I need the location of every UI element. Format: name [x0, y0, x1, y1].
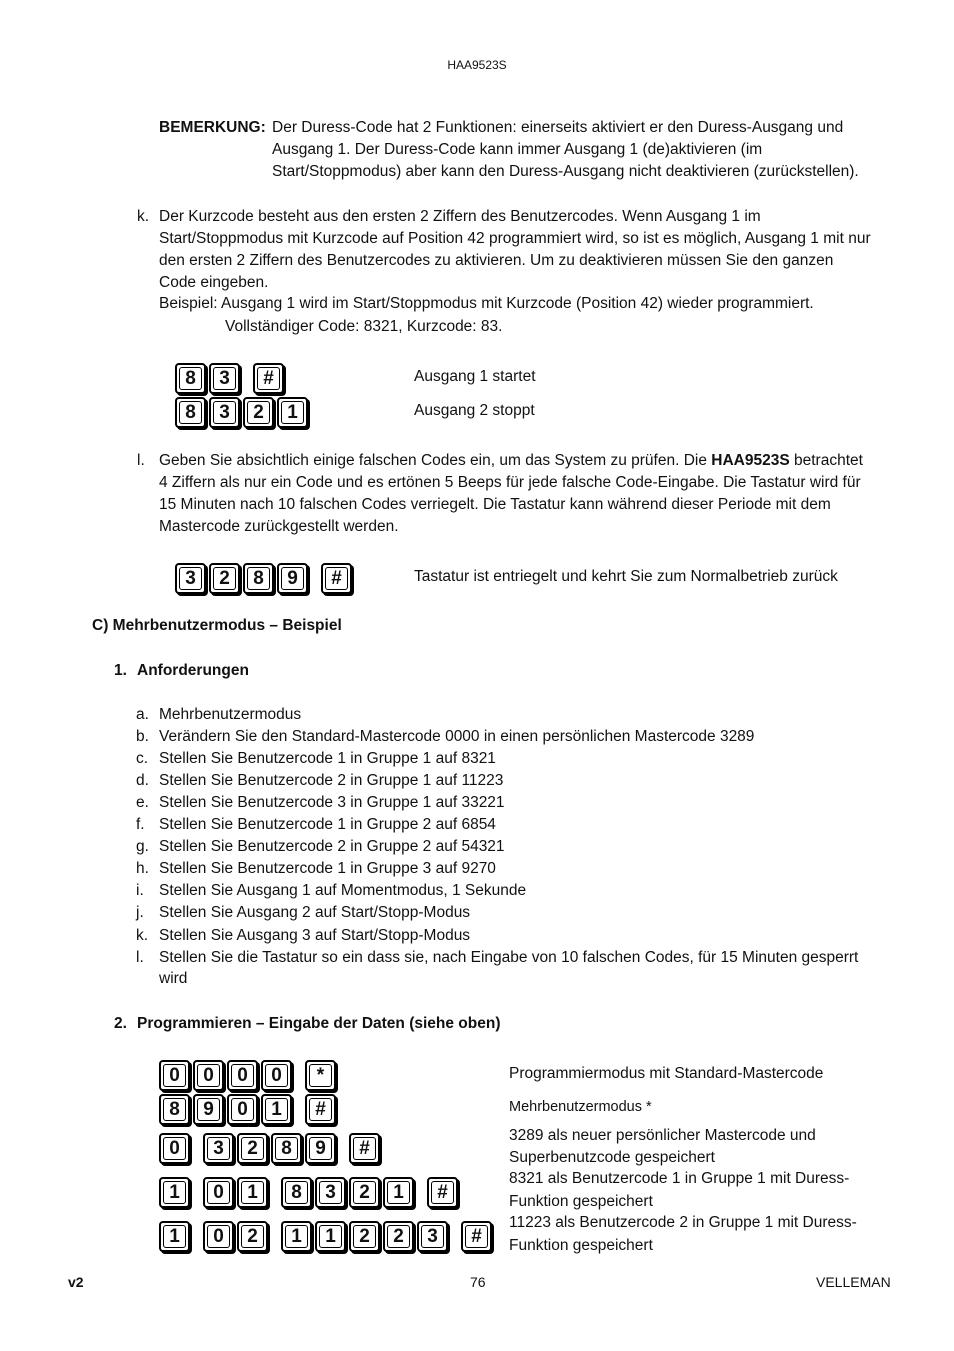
keypad-description: Ausgang 1 startet — [414, 368, 536, 385]
paragraph-line: Code eingeben. — [159, 274, 269, 291]
list-marker: l. — [137, 452, 145, 469]
key-0: 0 — [203, 1177, 234, 1208]
key-1: 1 — [261, 1094, 292, 1125]
key-8: 8 — [281, 1177, 312, 1208]
subsection-heading: Anforderungen — [137, 662, 249, 679]
key-9: 9 — [193, 1094, 224, 1125]
key-0: 0 — [227, 1060, 258, 1091]
key-0: 0 — [261, 1060, 292, 1091]
note-label: BEMERKUNG: — [159, 119, 266, 136]
list-text: Stellen Sie die Tastatur so ein dass sie, nach Eingabe von 10 falschen Codes, für 15 Minuten gesperrt — [159, 949, 859, 966]
list-text: Stellen Sie Benutzercode 1 in Gruppe 3 auf 9270 — [159, 860, 496, 877]
key-9: 9 — [277, 563, 308, 594]
list-text: Stellen Sie Benutzercode 1 in Gruppe 2 auf 6854 — [159, 816, 496, 833]
keypad-description: 11223 als Benutzercode 2 in Gruppe 1 mit Duress- — [509, 1214, 857, 1231]
key-1: 1 — [383, 1177, 414, 1208]
key-2: 2 — [237, 1221, 268, 1252]
key-3: 3 — [203, 1133, 234, 1164]
list-marker: c. — [136, 750, 149, 767]
list-text: wird — [159, 970, 188, 987]
key-star: * — [305, 1060, 336, 1091]
key-2: 2 — [209, 563, 240, 594]
list-marker: b. — [136, 728, 149, 745]
paragraph-line: Vollständiger Code: 8321, Kurzcode: 83. — [225, 318, 503, 335]
key-3: 3 — [417, 1221, 448, 1252]
paragraph-line: 15 Minuten nach 10 falschen Codes verriegelt. Die Tastatur kann während dieser Periode mit dem — [159, 496, 831, 513]
keypad-sequence — [159, 1060, 339, 1091]
note-line: Start/Stoppmodus) aber kann den Duress-Ausgang nicht deaktivieren (zurückstellen). — [272, 163, 859, 180]
paragraph-line: Start/Stoppmodus mit Kurzcode auf Position 42 programmiert wird, so ist es möglich, Ausgang 1 mit nur — [159, 230, 871, 247]
keypad-description: Funktion gespeichert — [509, 1237, 653, 1254]
key-0: 0 — [203, 1221, 234, 1252]
key-1: 1 — [159, 1221, 190, 1252]
key-2: 2 — [237, 1133, 268, 1164]
list-marker: g. — [136, 838, 149, 855]
section-heading: C) Mehrbenutzermodus – Beispiel — [92, 617, 342, 634]
key-hash: # — [305, 1094, 336, 1125]
list-text: Stellen Sie Ausgang 2 auf Start/Stopp-Modus — [159, 904, 471, 921]
key-hash: # — [461, 1221, 492, 1252]
key-0: 0 — [193, 1060, 224, 1091]
key-3: 3 — [209, 397, 240, 428]
key-9: 9 — [305, 1133, 336, 1164]
keypad-description: Mehrbenutzermodus * — [509, 1099, 652, 1115]
key-8: 8 — [159, 1094, 190, 1125]
key-8: 8 — [243, 563, 274, 594]
paragraph-line: Geben Sie absichtlich einige falschen Codes ein, um das System zu prüfen. Die HAA9523S betrachtet — [159, 452, 863, 469]
keypad-sequence — [175, 563, 355, 594]
list-text: Stellen Sie Benutzercode 3 in Gruppe 1 auf 33221 — [159, 794, 505, 811]
keypad-sequence — [159, 1177, 461, 1208]
paragraph-line: Beispiel: Ausgang 1 wird im Start/Stoppmodus mit Kurzcode (Position 42) wieder programmiert. — [159, 295, 814, 312]
list-text: Stellen Sie Ausgang 3 auf Start/Stopp-Modus — [159, 927, 471, 944]
key-hash: # — [321, 563, 352, 594]
key-3: 3 — [175, 563, 206, 594]
page-number: 76 — [470, 1274, 486, 1290]
paragraph-line: Der Kurzcode besteht aus den ersten 2 Ziffern des Benutzercodes. Wenn Ausgang 1 im — [159, 208, 761, 225]
keypad-sequence — [159, 1133, 383, 1164]
key-3: 3 — [209, 363, 240, 394]
list-marker: f. — [136, 816, 145, 833]
key-hash: # — [349, 1133, 380, 1164]
key-8: 8 — [175, 397, 206, 428]
keypad-description: Ausgang 2 stoppt — [414, 402, 535, 419]
subsection-heading: Programmieren – Eingabe der Daten (siehe oben) — [137, 1015, 501, 1032]
key-1: 1 — [237, 1177, 268, 1208]
list-marker: j. — [136, 904, 144, 921]
list-text: Verändern Sie den Standard-Mastercode 0000 in einen persönlichen Mastercode 3289 — [159, 728, 755, 745]
note-line: Ausgang 1. Der Duress-Code kann immer Ausgang 1 (de)aktivieren (im — [272, 141, 763, 158]
key-8: 8 — [175, 363, 206, 394]
key-hash: # — [253, 363, 284, 394]
key-0: 0 — [159, 1060, 190, 1091]
list-text: Mehrbenutzermodus — [159, 706, 302, 723]
key-0: 0 — [227, 1094, 258, 1125]
page-header: HAA9523S — [447, 58, 507, 72]
keypad-sequence — [175, 397, 311, 428]
footer-brand: VELLEMAN — [816, 1274, 891, 1290]
keypad-description: Programmiermodus mit Standard-Mastercode — [509, 1065, 824, 1082]
key-2: 2 — [349, 1221, 380, 1252]
list-text: Stellen Sie Benutzercode 2 in Gruppe 2 auf 54321 — [159, 838, 505, 855]
key-3: 3 — [315, 1177, 346, 1208]
keypad-description: 3289 als neuer persönlicher Mastercode und — [509, 1127, 816, 1144]
list-marker: e. — [136, 794, 149, 811]
key-2: 2 — [349, 1177, 380, 1208]
key-2: 2 — [243, 397, 274, 428]
key-2: 2 — [383, 1221, 414, 1252]
paragraph-line: den ersten 2 Ziffern des Benutzercodes zu aktivieren. Um zu deaktivieren müssen Sie den ganzen — [159, 252, 834, 269]
footer-version: v2 — [68, 1274, 84, 1290]
list-marker: a. — [136, 706, 149, 723]
keypad-sequence — [175, 363, 287, 394]
key-1: 1 — [315, 1221, 346, 1252]
list-text: Stellen Sie Benutzercode 2 in Gruppe 1 auf 11223 — [159, 772, 504, 789]
subsection-number: 1. — [114, 662, 127, 679]
keypad-description: 8321 als Benutzercode 1 in Gruppe 1 mit Duress- — [509, 1170, 850, 1187]
key-1: 1 — [277, 397, 308, 428]
key-0: 0 — [159, 1133, 190, 1164]
key-1: 1 — [281, 1221, 312, 1252]
keypad-sequence — [159, 1221, 495, 1252]
list-text: Stellen Sie Ausgang 1 auf Momentmodus, 1 Sekunde — [159, 882, 527, 899]
list-marker: k. — [137, 208, 150, 225]
paragraph-line: 4 Ziffern als nur ein Code und es ertönen 5 Beeps für jede falsche Code-Eingabe. Die Tastatur wird für — [159, 474, 861, 491]
key-1: 1 — [159, 1177, 190, 1208]
note-line: Der Duress-Code hat 2 Funktionen: einerseits aktiviert er den Duress-Ausgang und — [272, 119, 844, 136]
list-text: Stellen Sie Benutzercode 1 in Gruppe 1 auf 8321 — [159, 750, 496, 767]
list-marker: i. — [136, 882, 144, 899]
keypad-sequence — [159, 1094, 339, 1125]
key-8: 8 — [271, 1133, 302, 1164]
keypad-description: Funktion gespeichert — [509, 1193, 653, 1210]
keypad-description: Tastatur ist entriegelt und kehrt Sie zum Normalbetrieb zurück — [414, 568, 838, 585]
list-marker: k. — [136, 927, 149, 944]
key-hash: # — [427, 1177, 458, 1208]
list-marker: l. — [136, 949, 144, 966]
list-marker: h. — [136, 860, 149, 877]
keypad-description: Superbenutzcode gespeichert — [509, 1149, 715, 1166]
subsection-number: 2. — [114, 1015, 127, 1032]
list-marker: d. — [136, 772, 149, 789]
paragraph-line: Mastercode zurückgestellt werden. — [159, 518, 399, 535]
